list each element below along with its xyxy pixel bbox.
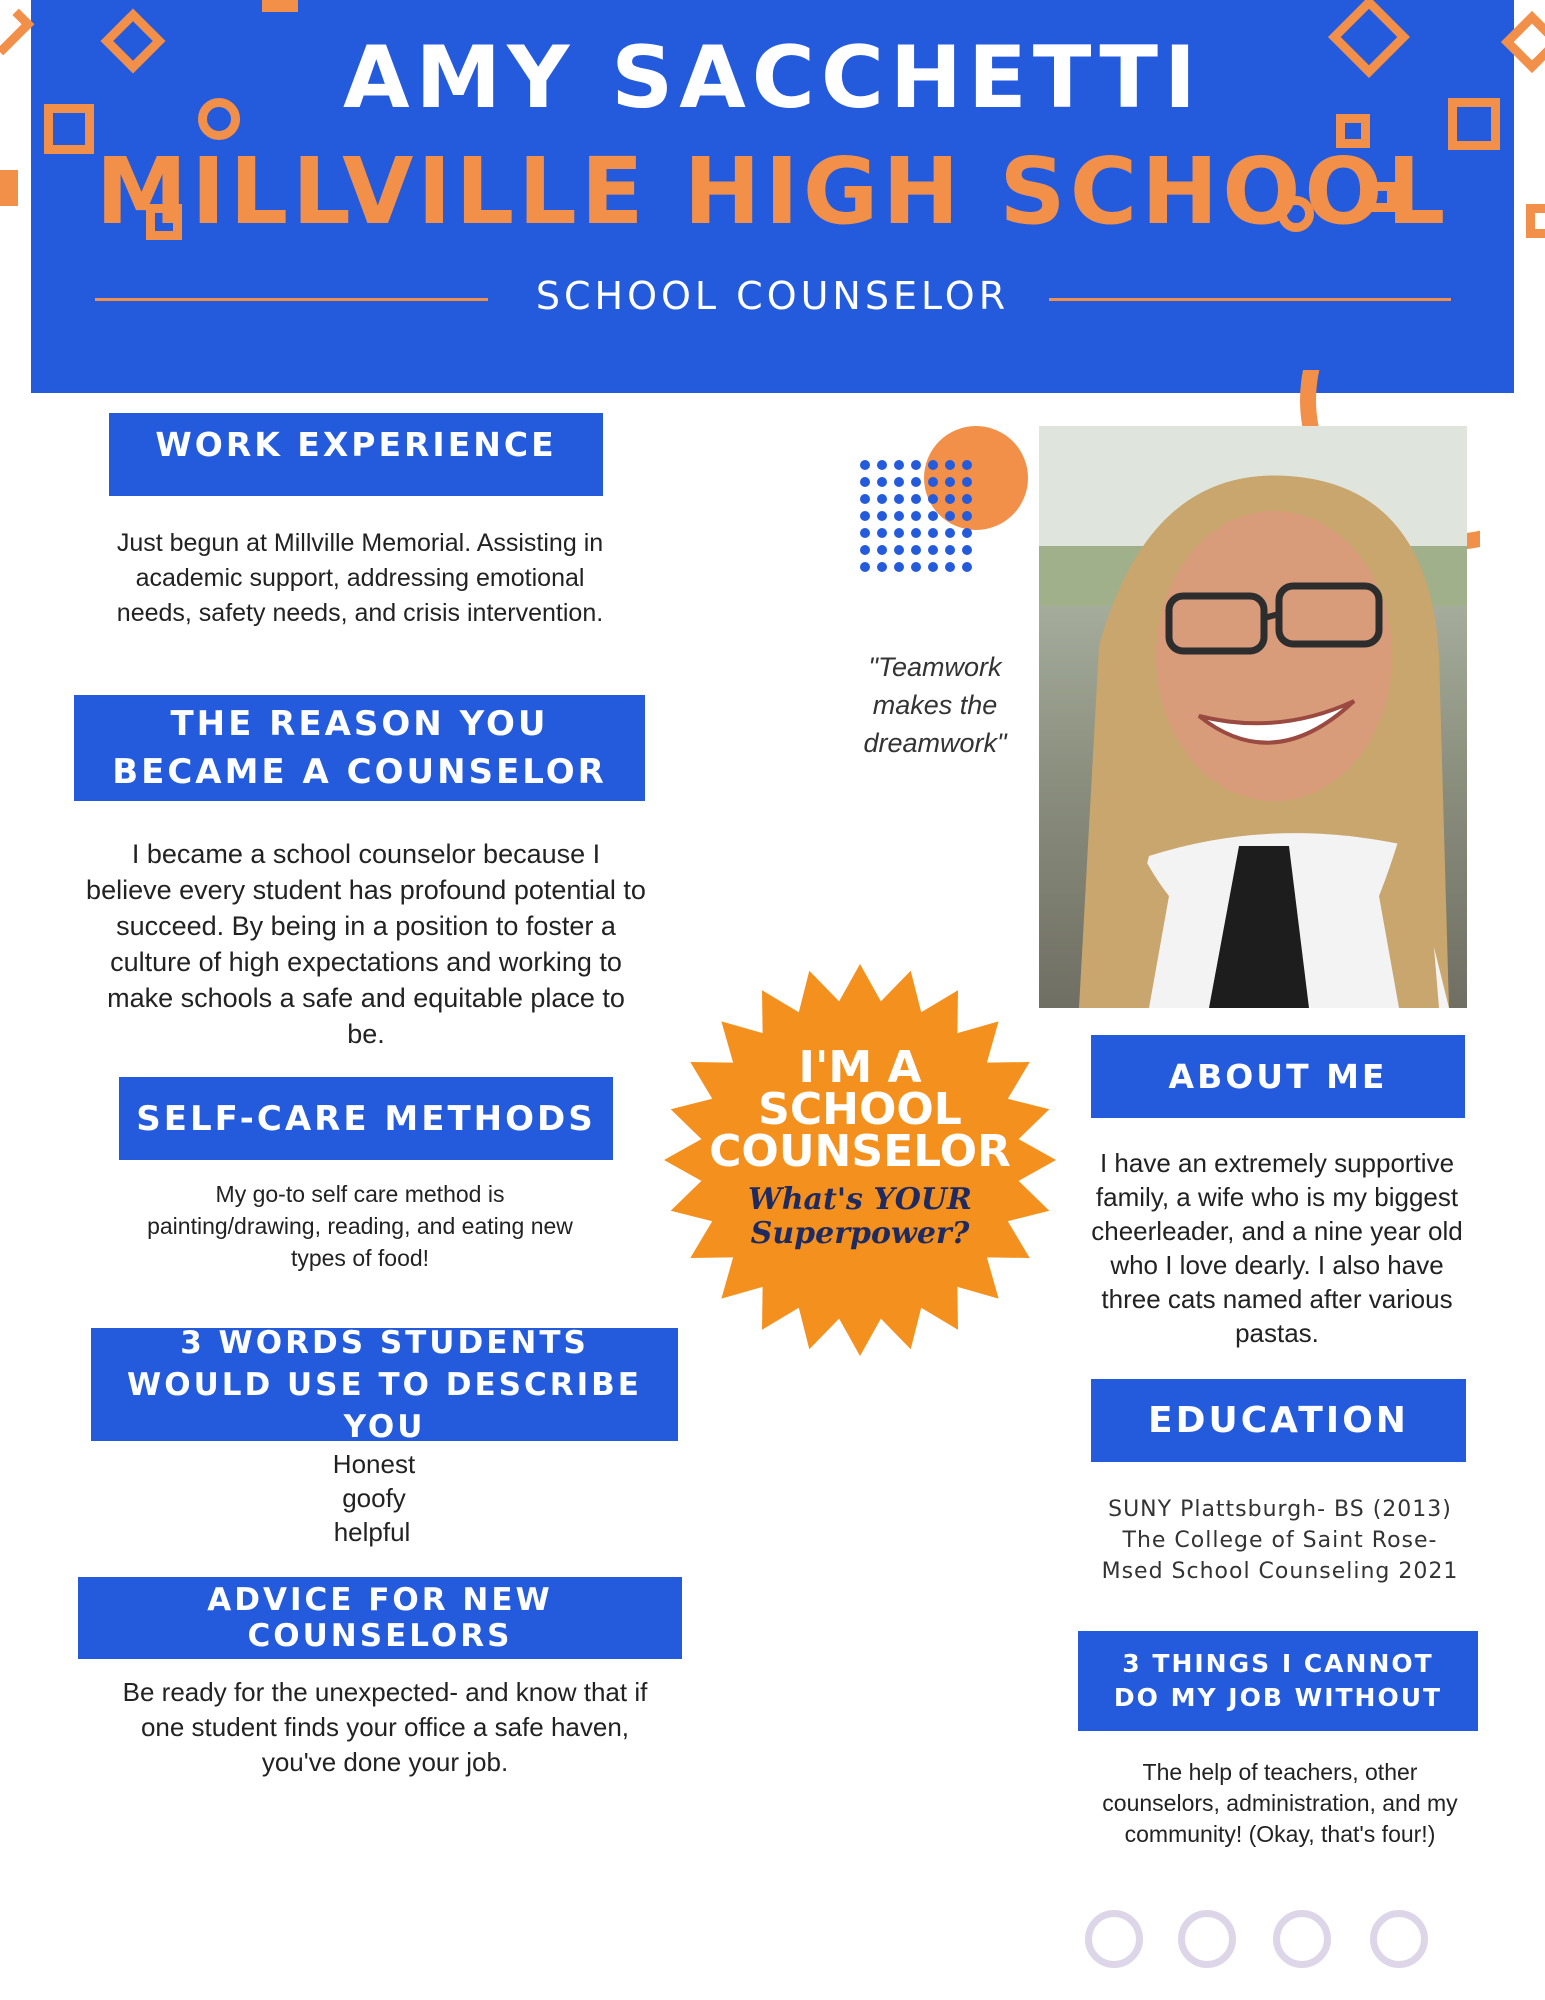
pattern-dot (877, 477, 887, 487)
superpower-badge (660, 960, 1060, 1360)
pattern-dot (894, 528, 904, 538)
pattern-dot (945, 528, 955, 538)
work-experience-text: Just begun at Millville Memorial. Assisting in academic support, addressing emotional needs, safety needs, and crisis intervention. (116, 529, 604, 627)
pattern-dot (860, 477, 870, 487)
pattern-dot (894, 562, 904, 572)
pattern-dot (860, 545, 870, 555)
pattern-dot (945, 460, 955, 470)
advice-heading: ADVICE FOR NEW COUNSELORS (78, 1577, 682, 1659)
work-experience-heading: WORK EXPERIENCE (109, 413, 603, 496)
pattern-dot (928, 477, 938, 487)
education-heading: EDUCATION (1091, 1379, 1466, 1462)
word-1: Honest (332, 1449, 416, 1479)
pattern-dot (860, 511, 870, 521)
pattern-dot (928, 511, 938, 521)
education-line-1: SUNY Plattsburgh- BS (2013) (1108, 1497, 1452, 1522)
pattern-dot (962, 477, 972, 487)
pattern-dot (860, 494, 870, 504)
pattern-dot (877, 545, 887, 555)
school-name: MILLVILLE HIGH SCHOOL (95, 138, 1450, 245)
portrait-illustration (1039, 426, 1467, 1008)
badge-line-1: I'M A (798, 1042, 922, 1093)
pattern-dot (962, 494, 972, 504)
pattern-dot (928, 460, 938, 470)
reason-heading: THE REASON YOU BECAME A COUNSELOR (74, 695, 645, 801)
pattern-dot (928, 545, 938, 555)
pattern-dot (945, 494, 955, 504)
pattern-dot (860, 460, 870, 470)
pattern-dot (894, 477, 904, 487)
three-words-heading: 3 WORDS STUDENTS WOULD USE TO DESCRIBE YOU (91, 1328, 678, 1441)
pattern-dot (945, 562, 955, 572)
pattern-dot (860, 562, 870, 572)
self-care-text: My go-to self care method is painting/drawing, reading, and eating new types of food! (147, 1181, 573, 1271)
pattern-dot (928, 562, 938, 572)
pattern-dot (877, 528, 887, 538)
pattern-dot (962, 562, 972, 572)
counselor-photo (1039, 426, 1467, 1008)
pattern-dot (911, 460, 921, 470)
role-title: SCHOOL COUNSELOR (535, 274, 1010, 318)
pattern-dot (911, 511, 921, 521)
self-care-heading: SELF-CARE METHODS (119, 1077, 613, 1160)
pattern-dot (962, 460, 972, 470)
pattern-dot (945, 545, 955, 555)
pattern-dot (894, 545, 904, 555)
orange-circle (924, 426, 1028, 530)
badge-line-3: COUNSELOR (709, 1126, 1011, 1177)
pattern-dot (962, 545, 972, 555)
decor-ring (1178, 1910, 1236, 1968)
quote-text: "Teamwork makes the dreamwork" (863, 652, 1007, 758)
education-list (1070, 1494, 1490, 1587)
pattern-dot (911, 477, 921, 487)
word-3: helpful (333, 1517, 411, 1547)
word-2: goofy (342, 1483, 406, 1513)
three-things-text: The help of teachers, other counselors, administration, and my community! (Okay, that's four!) (1102, 1759, 1458, 1847)
pattern-dot (928, 494, 938, 504)
pattern-dot (877, 494, 887, 504)
three-things-heading: 3 THINGS I CANNOT DO MY JOB WITHOUT (1078, 1631, 1478, 1731)
pattern-dot (962, 528, 972, 538)
pattern-dot (911, 528, 921, 538)
pattern-dot (928, 528, 938, 538)
pattern-dot (945, 477, 955, 487)
divider-right (1049, 298, 1451, 301)
badge-line-4: What's YOUR (748, 1182, 972, 1217)
pattern-dot (945, 511, 955, 521)
education-line-2: The College of Saint Rose- (1122, 1528, 1438, 1553)
pattern-dot (894, 494, 904, 504)
pattern-dot (911, 562, 921, 572)
pattern-dot (877, 562, 887, 572)
education-line-3: Msed School Counseling 2021 (1101, 1559, 1459, 1584)
pattern-dot (894, 511, 904, 521)
pattern-dot (911, 545, 921, 555)
reason-text: I became a school counselor because I believe every student has profound potential to succeed. By being in a position to foster a culture of high expectations and working to make schools a safe and equitable place to be. (86, 839, 646, 1049)
badge-line-5: Superpower? (750, 1216, 970, 1251)
dot-pattern (860, 460, 1000, 590)
pattern-dot (860, 528, 870, 538)
badge-line-2: SCHOOL (758, 1084, 962, 1135)
decor-ring (1370, 1910, 1428, 1968)
pattern-dot (962, 511, 972, 521)
about-me-heading: ABOUT ME (1091, 1035, 1465, 1118)
decor-ring (1085, 1910, 1143, 1968)
decor-square (262, 0, 298, 12)
counselor-name: AMY SACCHETTI (342, 28, 1203, 128)
decor-ring (1273, 1910, 1331, 1968)
advice-text: Be ready for the unexpected- and know that if one student finds your office a safe haven, you've done your job. (122, 1677, 648, 1777)
pattern-dot (877, 460, 887, 470)
pattern-dot (911, 494, 921, 504)
about-me-text: I have an extremely supportive family, a wife who is my biggest cheerleader, and a nine year old who I love dearly. I also have three cats named after various pastas. (1091, 1148, 1463, 1348)
pattern-dot (877, 511, 887, 521)
pattern-dot (894, 460, 904, 470)
